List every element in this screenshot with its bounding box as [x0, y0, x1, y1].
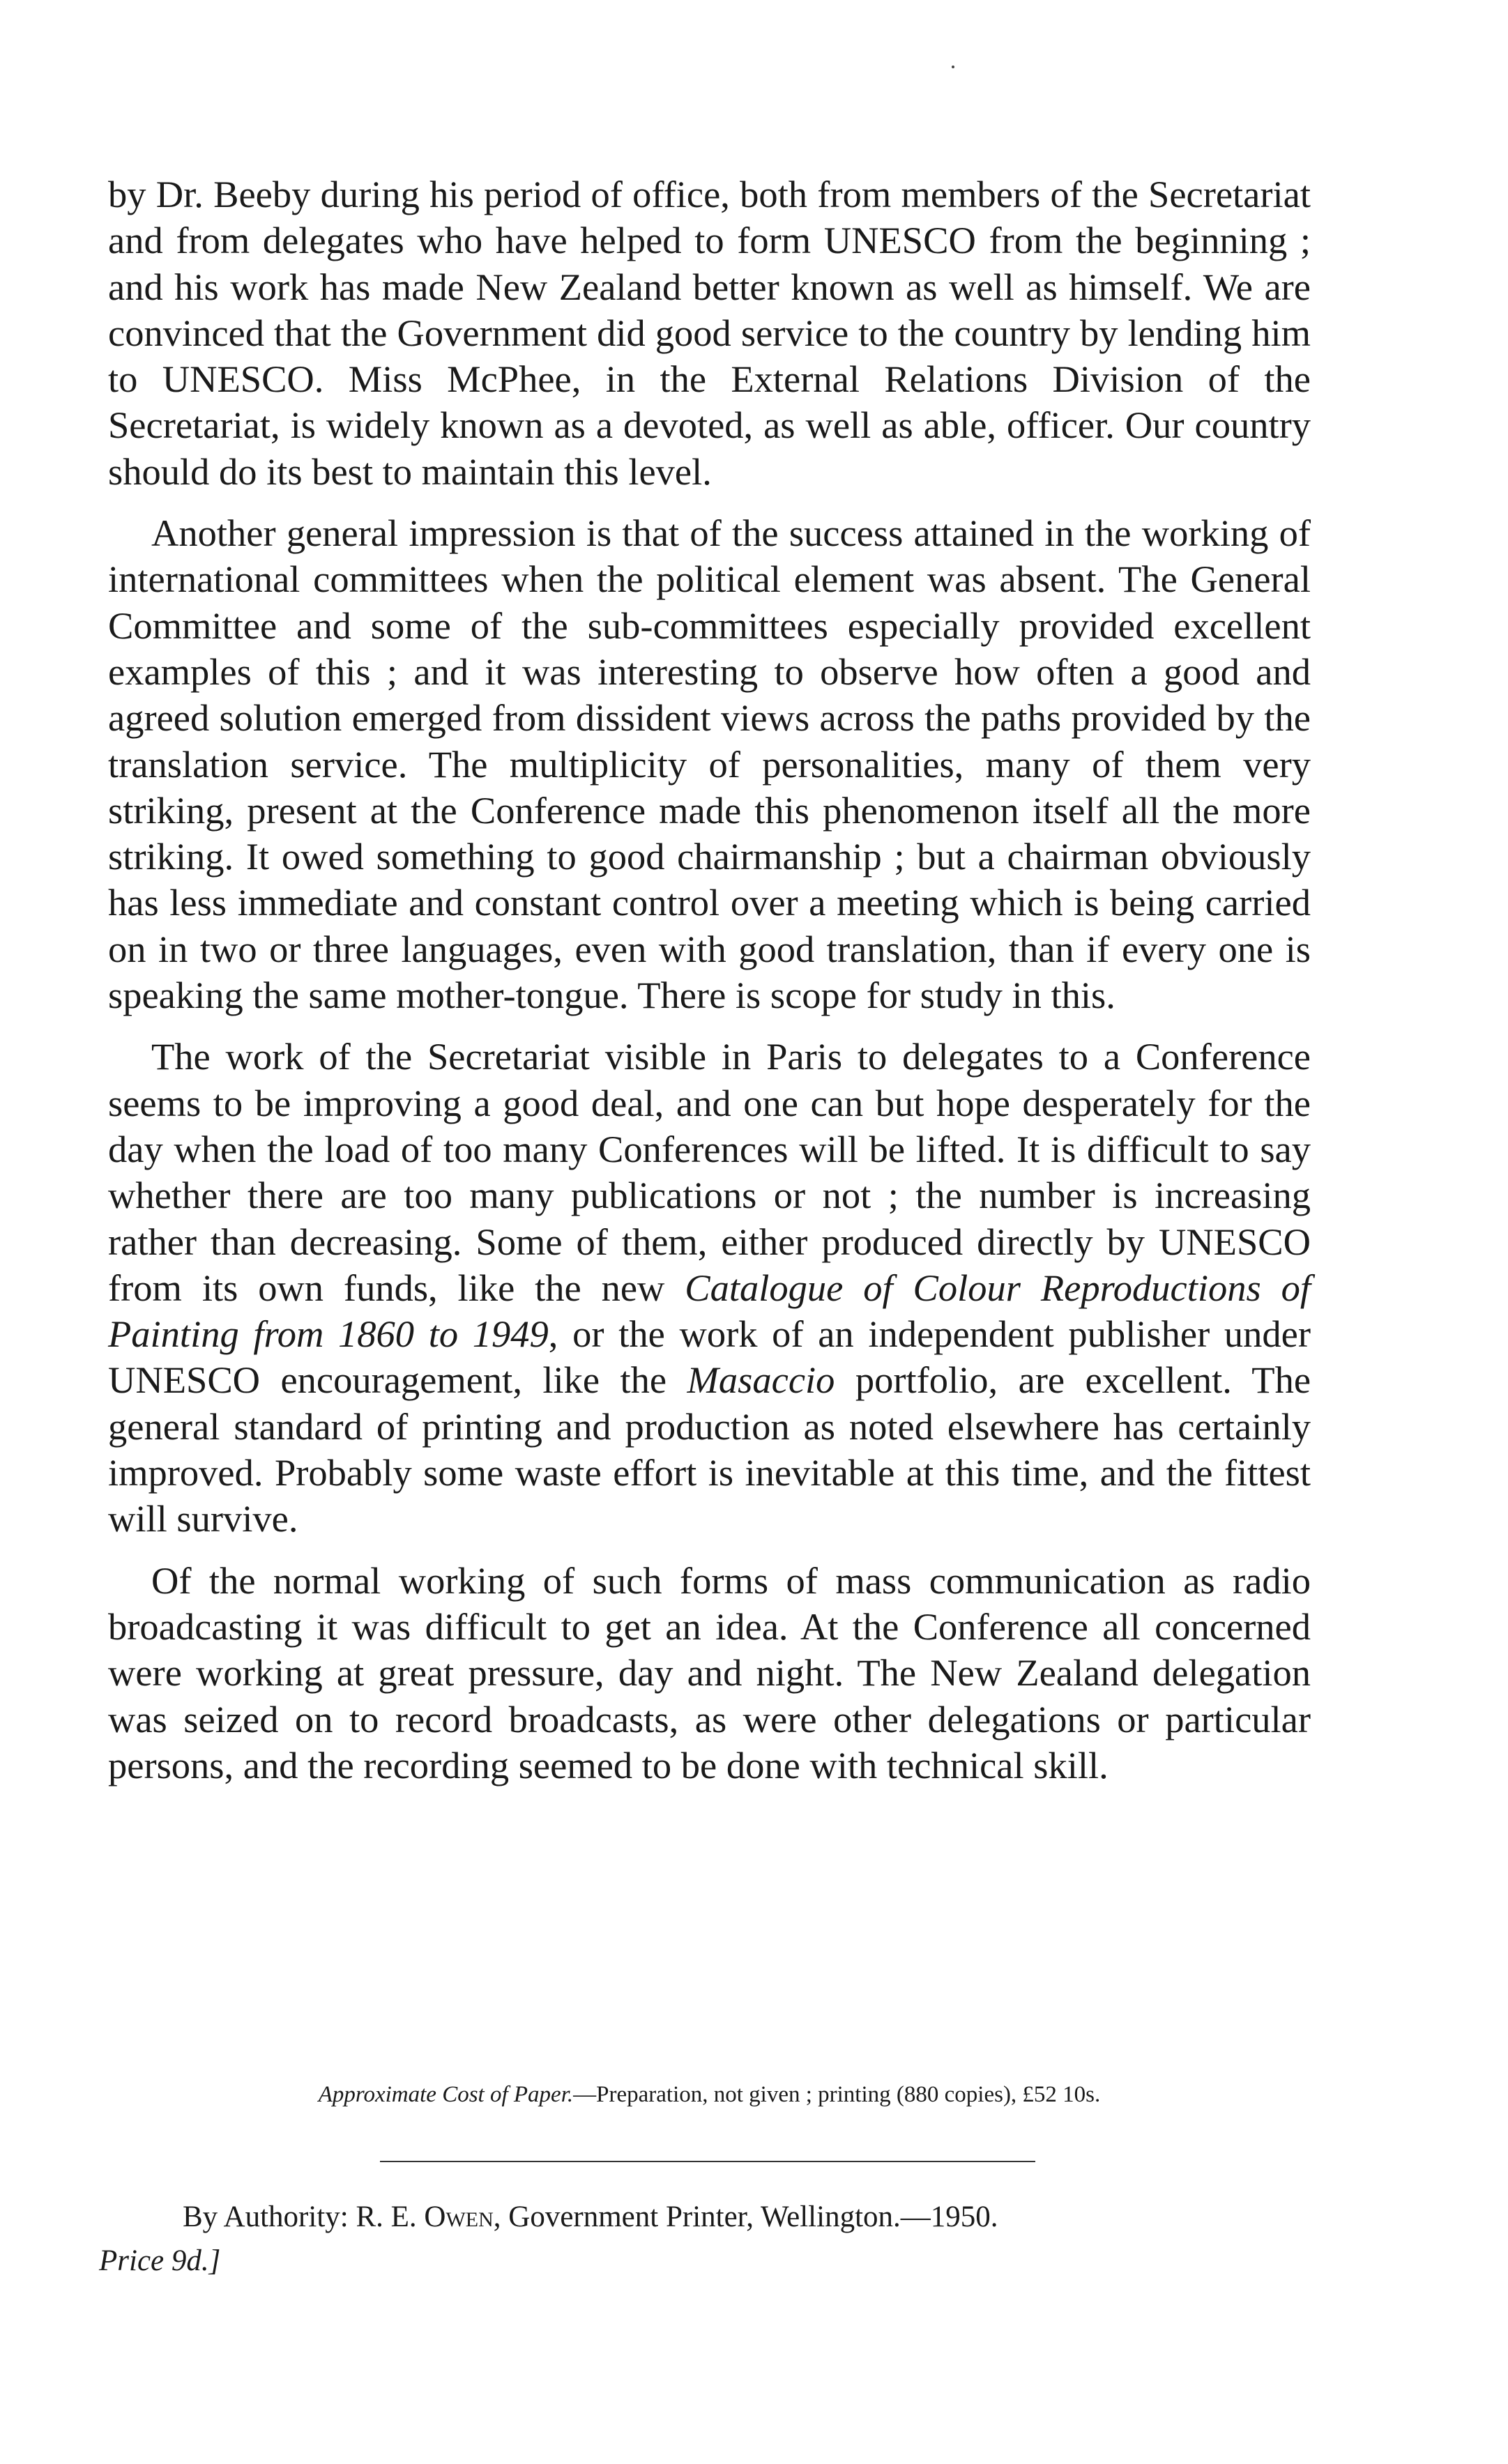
- authority-suffix: , Government Printer, Wellington.—1950.: [493, 2201, 998, 2233]
- paragraph-international-committees: Another general impression is that of the success attained in the working of international committees when the political element was absent. The General Committee and some of the sub-committees especially provided excellent examples of this ; and it was interesting to observe how often a good and agreed solution emerged from dissident views across the paths provided by the translation service. The multiplicity of personalities, many of them very striking, present at the Conference made this phenomenon itself all the more striking. It owed something to good chairmanship ; but a chairman obviously has less immediate and constant control over a meeting which is being carried on in two or three languages, even with good translation, than if every one is speaking the same mother-tongue. There is scope for study in this.: [108, 512, 1311, 1017]
- paragraph-secretariat-text-2: , or the work of an independent publisher under UNESCO encouragement, like the: [108, 1313, 1311, 1402]
- paragraph-secretariat-work: [108, 1034, 1311, 1542]
- cost-note-text: —Preparation, not given ; printing (880 copies), £52 10s.: [573, 2082, 1101, 2107]
- paragraph-secretariat-text-1: The work of the Secretariat visible in Paris to delegates to a Conference seems to be improving a good deal, and one can but hope desperately for the day when the load of too many Conferences will be lifted. It is difficult to say whether there are too many publications or not ; the number is increasing rather than decreasing. Some of them, either produced directly by UNESCO from its own funds, like the new: [108, 1035, 1311, 1309]
- masaccio-title: Masaccio: [687, 1359, 835, 1402]
- catalogue-title: Catalogue of Colour Reproductions of Painting from 1860 to 1949: [108, 1266, 1311, 1356]
- printer-name: R. E. Owen: [356, 2201, 494, 2233]
- authority-prefix: By Authority:: [183, 2201, 356, 2233]
- price-line: Price 9d.]: [99, 2244, 221, 2277]
- paragraph-secretariat-text-3: portfolio, are excellent. The general standard of printing and production as noted elsewhere has certainly improved. Probably some waste effort is inevitable at this time, and the fittest will survive.: [108, 1359, 1311, 1540]
- printer-authority-line: [183, 2199, 998, 2235]
- paragraph-mass-communication: Of the normal working of such forms of mass communication as radio broadcasting it was difficult to get an idea. At the Conference all concerned were working at great pressure, day and night. The New Zealand delegation was seized on to record broadcasts, as were other delegations or particular persons, and the recording seemed to be done with technical skill.: [108, 1559, 1311, 1786]
- cost-of-paper-note: [108, 2081, 1311, 2109]
- divider-rule: [380, 2161, 1035, 2162]
- body-text: [108, 171, 1311, 1804]
- paragraph-beeby: by Dr. Beeby during his period of office, both from members of the Secretariat and from delegates who have helped to form UNESCO from the beginning ; and his work has made New Zealand better known as well as himself. We are convinced that the Government did good service to the country by lending him to UNESCO. Miss McPhee, in the External Relations Division of the Secretariat, is widely known as a devoted, as well as able, officer. Our country should do its best to maintain this level.: [108, 173, 1311, 493]
- print-speck: [952, 66, 954, 68]
- cost-note-label: Approximate Cost of Paper.: [318, 2082, 574, 2107]
